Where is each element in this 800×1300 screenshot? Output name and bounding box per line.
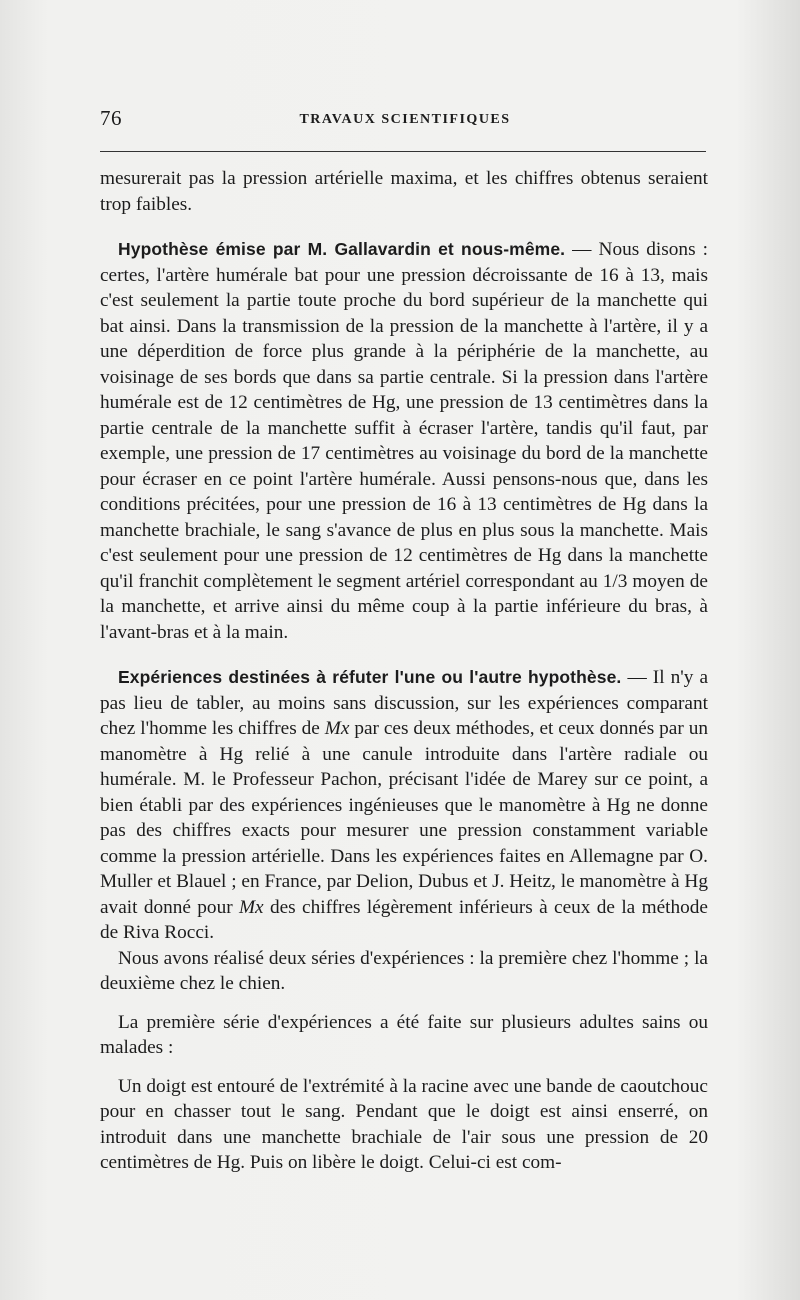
- paragraph-2-text: — Nous disons : certes, l'artère humérale bat pour une pression décroissante de 16 à 13, mais c'est seulement la partie toute proche du bord supérieur de la manchette qui bat ainsi. Dans la transmission de la pression de la manchette à l'artère, il y a une déperdition de force plus grande à la périphérie de la manchette, au voisinage de ses bords que dans sa partie centrale. Si la pression dans l'artère humérale est de 12 centimètres de Hg, une pression de 13 centimètres dans la partie centrale de la manchette suffit à écraser l'artère, tandis qu'il faut, par exemple, une pression de 17 centimètres au voisinage du bord de la manchette pour écraser en ce point l'artère humérale. Aussi pensons-nous que, dans les conditions précitées, pour une pression de 16 à 13 centimètres de Hg dans la manchette brachiale, le sang s'avance de plus en plus sous la manchette. Mais c'est seulement pour une pression de 12 centimètres de Hg dans la manchette qu'il franchit complètement le segment artériel correspondant au 1/3 moyen de la manchette, et arrive ainsi du même coup à la partie inférieure du bras, à l'avant-bras et à la main.: [100, 239, 708, 643]
- paragraph-gap: [100, 997, 708, 1010]
- mx-symbol: Mx: [324, 718, 350, 739]
- paragraph-3-text-c: des chiffres légèrement inférieurs à ceux de la méthode de Riva Rocci.: [100, 896, 708, 943]
- paragraph-3-text-a: — Il n'y a pas lieu de tabler, au moins sans discussion, sur les expériences comparant chez l'homme les chiffres de: [100, 667, 709, 739]
- paragraph-3: [100, 665, 708, 946]
- paragraph-1: mesurerait pas la pression artérielle maxima, et les chiffres obtenus seraient trop faibles.: [100, 168, 708, 215]
- section-heading-hypothese: Hypothèse émise par M. Gallavardin et nous-même.: [118, 239, 566, 259]
- page-header: [100, 106, 710, 136]
- paragraph-gap: [100, 645, 708, 665]
- paragraph-3-text-b: par ces deux méthodes, et ceux donnés par un manomètre à Hg relié à une canule introduite dans l'artère radiale ou humérale. M. le Professeur Pachon, précisant l'idée de Marey sur ce point, a bien établi par des expériences ingénieuses que le manomètre à Hg ne donne pas des chiffres exacts pour mesurer une pression constamment variable comme la pression artérielle. Dans les expériences faites en Allemagne par O. Muller et Blauel ; en France, par Delion, Dubus et J. Heitz, le manomètre à Hg avait donné pour: [100, 718, 708, 918]
- running-title: TRAVAUX SCIENTIFIQUES: [299, 112, 511, 127]
- paragraph-2: [100, 237, 708, 645]
- section-heading-experiences: Expériences destinées à réfuter l'une ou l'autre hypothèse.: [118, 667, 622, 687]
- paragraph-5: La première série d'expériences a été faite sur plusieurs adultes sains ou malades :: [100, 1011, 708, 1058]
- mx-symbol: Mx: [238, 896, 264, 918]
- header-rule: [100, 151, 706, 152]
- body-text: [100, 166, 708, 1176]
- paragraph-gap: [100, 217, 708, 237]
- paragraph-4: Nous avons réalisé deux séries d'expériences : la première chez l'homme ; la deuxième chez le chien.: [100, 947, 708, 994]
- page-number: 76: [100, 106, 122, 130]
- paragraph-gap: [100, 1061, 708, 1074]
- paragraph-6: Un doigt est entouré de l'extrémité à la racine avec une bande de caoutchouc pour en chasser tout le sang. Pendant que le doigt est ainsi enserré, on introduit dans une manchette brachiale de l'air sous une pression de 20 centimètres de Hg. Puis on libère le doigt. Celui-ci est com-: [100, 1075, 708, 1173]
